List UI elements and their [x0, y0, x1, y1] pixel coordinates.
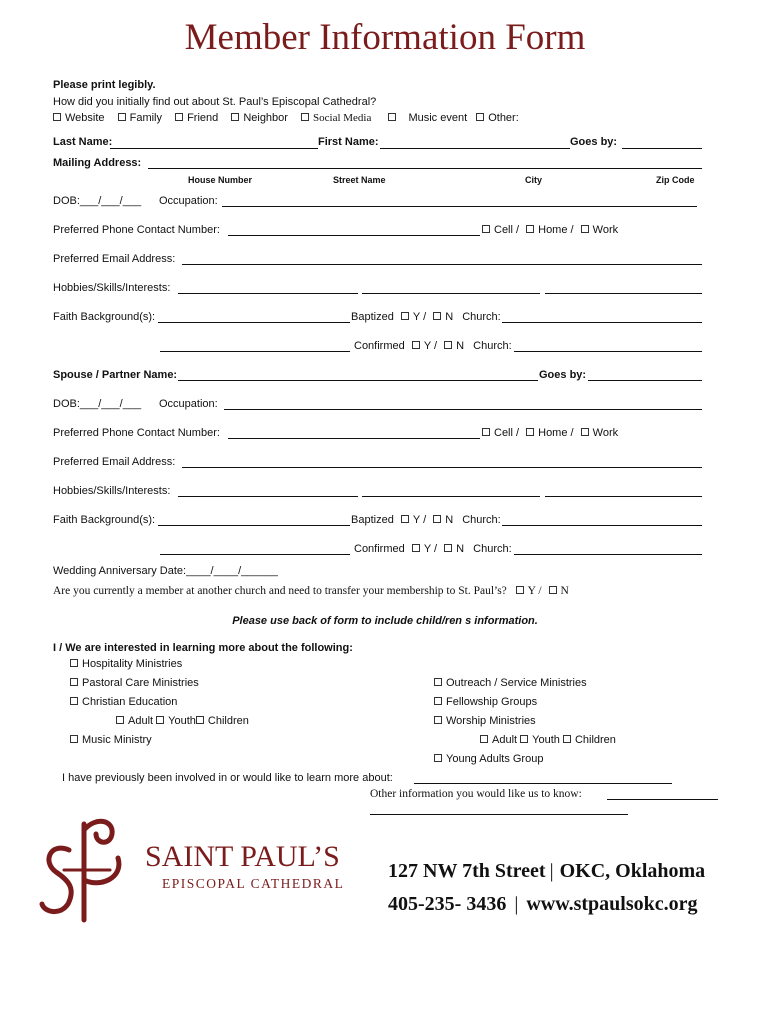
checkbox-icon[interactable] — [156, 716, 164, 724]
spouse-hobbies-label: Hobbies/Skills/Interests: — [53, 485, 171, 497]
source-social-media[interactable]: Social Media — [301, 112, 371, 124]
checkbox-icon[interactable] — [116, 716, 124, 724]
spouse-hobbies-field-1[interactable] — [178, 496, 358, 497]
back-of-form-note: Please use back of form to include child/ren s information. — [232, 615, 538, 627]
checkbox-icon[interactable] — [53, 113, 61, 121]
checkbox-icon[interactable] — [401, 515, 409, 523]
interest-fellowship[interactable]: Fellowship Groups — [434, 696, 537, 708]
checkbox-icon[interactable] — [70, 659, 78, 667]
interest-pastoral-care[interactable]: Pastoral Care Ministries — [70, 677, 199, 689]
spouse-baptized-church-field[interactable] — [502, 525, 702, 526]
checkbox-icon[interactable] — [444, 341, 452, 349]
logo-subtitle: EPISCOPAL CATHEDRAL — [162, 876, 345, 891]
phone-type-options — [482, 224, 618, 236]
hobbies-field-3[interactable] — [545, 293, 702, 294]
confirmed-no[interactable]: N — [444, 340, 464, 352]
occupation-label: Occupation: — [159, 195, 218, 207]
spouse-faith-field-1[interactable] — [158, 525, 350, 526]
checkbox-icon[interactable] — [526, 225, 534, 233]
worship-children[interactable]: Children — [563, 734, 616, 746]
confirmed-row: Confirmed Y / N Church: — [354, 340, 512, 352]
faith-field-2[interactable] — [160, 351, 350, 352]
checkbox-icon[interactable] — [70, 735, 78, 743]
first-name-field[interactable] — [380, 148, 570, 149]
spouse-phone-type-home[interactable]: Home / — [526, 427, 573, 439]
dob-field[interactable]: DOB:___/___/___ — [53, 195, 142, 207]
checkbox-icon[interactable] — [196, 716, 204, 724]
checkbox-icon[interactable] — [563, 735, 571, 743]
spouse-goes-by-label: Goes by: — [539, 369, 587, 381]
spouse-name-label: Spouse / Partner Name: — [53, 369, 178, 381]
occupation-field[interactable] — [222, 206, 697, 207]
checkbox-icon[interactable] — [70, 678, 78, 686]
education-youth[interactable]: Youth — [156, 715, 196, 727]
interest-music-ministry[interactable]: Music Ministry — [70, 734, 152, 746]
membership-transfer-row — [53, 585, 569, 597]
checkbox-icon[interactable] — [434, 716, 442, 724]
checkbox-icon[interactable] — [434, 697, 442, 705]
faith-label: Faith Background(s): — [53, 311, 156, 323]
goes-by-label: Goes by: — [570, 136, 618, 148]
spouse-phone-type-options — [482, 427, 618, 439]
street-name-label: Street Name — [333, 175, 386, 185]
wedding-anniversary-field[interactable]: Wedding Anniversary Date:____/____/______ — [53, 565, 278, 577]
confirmed-church-field[interactable] — [514, 351, 702, 352]
interest-outreach[interactable]: Outreach / Service Ministries — [434, 677, 587, 689]
spouse-faith-label: Faith Background(s): — [53, 514, 156, 526]
checkbox-icon[interactable] — [412, 544, 420, 552]
mailing-address-field[interactable] — [148, 168, 702, 169]
spouse-confirmed-church-field[interactable] — [514, 554, 702, 555]
checkbox-icon[interactable] — [482, 428, 490, 436]
worship-adult[interactable]: Adult — [480, 734, 517, 746]
interest-young-adults[interactable]: Young Adults Group — [434, 753, 543, 765]
source-friend[interactable]: Friend — [175, 112, 218, 124]
contact-line-1: 127 NW 7th Street | OKC, Oklahoma — [388, 860, 706, 882]
print-legibly-note: Please print legibly. — [53, 79, 156, 91]
cathedral-logo — [36, 808, 136, 931]
transfer-no[interactable]: N — [549, 585, 569, 597]
source-music-event[interactable]: Music event — [388, 112, 467, 124]
email-label: Preferred Email Address: — [53, 253, 176, 265]
checkbox-icon[interactable] — [70, 697, 78, 705]
spouse-phone-field[interactable] — [228, 438, 480, 439]
checkbox-icon[interactable] — [434, 678, 442, 686]
interest-hospitality[interactable]: Hospitality Ministries — [70, 658, 182, 670]
spouse-baptized-no[interactable]: N — [433, 514, 453, 526]
checkbox-icon[interactable] — [444, 544, 452, 552]
interests-heading: I / We are interested in learning more about the following: — [53, 642, 353, 654]
spouse-hobbies-field-3[interactable] — [545, 496, 702, 497]
city-state: OKC, Oklahoma — [559, 860, 706, 882]
hobbies-label: Hobbies/Skills/Interests: — [53, 282, 171, 294]
checkbox-icon[interactable] — [516, 586, 524, 594]
spouse-phone-label: Preferred Phone Contact Number: — [53, 427, 220, 439]
source-website[interactable]: Website — [53, 112, 105, 124]
contact-line-2: 405-235- 3436 | www.stpaulsokc.org — [388, 893, 698, 915]
confirmed-yes[interactable]: Y / — [412, 340, 437, 352]
spouse-phone-type-work[interactable]: Work — [581, 427, 618, 439]
spouse-confirmed-row: Confirmed Y / N Church: — [354, 543, 512, 555]
website-link[interactable]: www.stpaulsokc.org — [526, 893, 698, 915]
membership-question: Are you currently a member at another church and need to transfer your membership to St. Paul’s? — [53, 585, 507, 597]
phone-label: Preferred Phone Contact Number: — [53, 224, 220, 236]
checkbox-icon[interactable] — [175, 113, 183, 121]
checkbox-icon[interactable] — [549, 586, 557, 594]
zip-code-label: Zip Code — [656, 175, 695, 185]
checkbox-icon[interactable] — [118, 113, 126, 121]
page-title: Member Information Form — [184, 17, 586, 58]
email-field[interactable] — [182, 264, 702, 265]
worship-age-options — [480, 734, 616, 746]
checkbox-icon[interactable] — [301, 113, 309, 121]
phone-type-work[interactable]: Work — [581, 224, 618, 236]
checkbox-icon[interactable] — [412, 341, 420, 349]
phone-field[interactable] — [228, 235, 480, 236]
spouse-phone-type-cell[interactable]: Cell / — [482, 427, 519, 439]
education-age-options — [116, 715, 249, 727]
source-neighbor[interactable]: Neighbor — [231, 112, 288, 124]
spouse-dob-field[interactable]: DOB:___/___/___ — [53, 398, 142, 410]
spouse-baptized-yes[interactable]: Y / — [401, 514, 426, 526]
goes-by-field[interactable] — [622, 148, 702, 149]
house-number-label: House Number — [188, 175, 253, 185]
faith-field-1[interactable] — [158, 322, 350, 323]
baptized-no[interactable]: N — [433, 311, 453, 323]
spouse-name-field[interactable] — [178, 380, 538, 381]
worship-youth[interactable]: Youth — [520, 734, 560, 746]
source-options — [53, 112, 519, 124]
checkbox-icon[interactable] — [581, 225, 589, 233]
interest-worship[interactable]: Worship Ministries — [434, 715, 536, 727]
checkbox-icon[interactable] — [434, 754, 442, 762]
checkbox-icon[interactable] — [401, 312, 409, 320]
checkbox-icon[interactable] — [581, 428, 589, 436]
other-info-field-2[interactable] — [370, 814, 628, 815]
phone-number: 405-235- 3436 — [388, 893, 507, 915]
first-name-label: First Name: — [318, 136, 379, 148]
street-address: 127 NW 7th Street — [388, 860, 546, 882]
city-label: City — [525, 175, 543, 185]
checkbox-icon[interactable] — [231, 113, 239, 121]
checkbox-icon[interactable] — [433, 312, 441, 320]
baptized-yes[interactable]: Y / — [401, 311, 426, 323]
phone-type-cell[interactable]: Cell / — [482, 224, 519, 236]
previously-involved-field[interactable] — [414, 783, 672, 784]
source-family[interactable]: Family — [118, 112, 162, 124]
sp-monogram-icon — [36, 808, 136, 928]
spouse-occupation-field[interactable] — [224, 409, 702, 410]
logo-name: SAINT PAUL’S — [145, 840, 340, 873]
checkbox-icon[interactable] — [482, 225, 490, 233]
baptized-church-field[interactable] — [502, 322, 702, 323]
transfer-yes[interactable]: Y / — [516, 585, 542, 597]
spouse-faith-field-2[interactable] — [160, 554, 350, 555]
hobbies-field-2[interactable] — [362, 293, 540, 294]
spouse-occupation-label: Occupation: — [159, 398, 218, 410]
hobbies-field-1[interactable] — [178, 293, 358, 294]
other-info-label: Other information you would like us to know: — [370, 788, 582, 800]
spouse-confirmed-yes[interactable]: Y / — [412, 543, 437, 555]
last-name-field[interactable] — [110, 148, 318, 149]
checkbox-icon[interactable] — [433, 515, 441, 523]
other-info-field-1[interactable] — [607, 799, 718, 800]
spouse-hobbies-field-2[interactable] — [362, 496, 540, 497]
mailing-address-label: Mailing Address: — [53, 157, 142, 169]
checkbox-icon[interactable] — [388, 113, 396, 121]
source-other[interactable]: Other: — [476, 112, 519, 124]
spouse-email-field[interactable] — [182, 467, 702, 468]
checkbox-icon[interactable] — [520, 735, 528, 743]
checkbox-icon[interactable] — [476, 113, 484, 121]
last-name-label: Last Name: — [53, 136, 113, 148]
spouse-confirmed-no[interactable]: N — [444, 543, 464, 555]
baptized-row: Baptized Y / N Church: — [351, 311, 501, 323]
spouse-email-label: Preferred Email Address: — [53, 456, 176, 468]
source-question: How did you initially find out about St. Paul’s Episcopal Cathedral? — [53, 96, 377, 108]
spouse-baptized-row: Baptized Y / N Church: — [351, 514, 501, 526]
previously-involved-label: I have previously been involved in or would like to learn more about: — [62, 772, 393, 784]
checkbox-icon[interactable] — [480, 735, 488, 743]
education-children[interactable]: Children — [196, 715, 249, 727]
spouse-goes-by-field[interactable] — [588, 380, 702, 381]
checkbox-icon[interactable] — [526, 428, 534, 436]
education-adult[interactable]: Adult — [116, 715, 153, 727]
phone-type-home[interactable]: Home / — [526, 224, 573, 236]
interest-christian-education[interactable]: Christian Education — [70, 696, 177, 708]
